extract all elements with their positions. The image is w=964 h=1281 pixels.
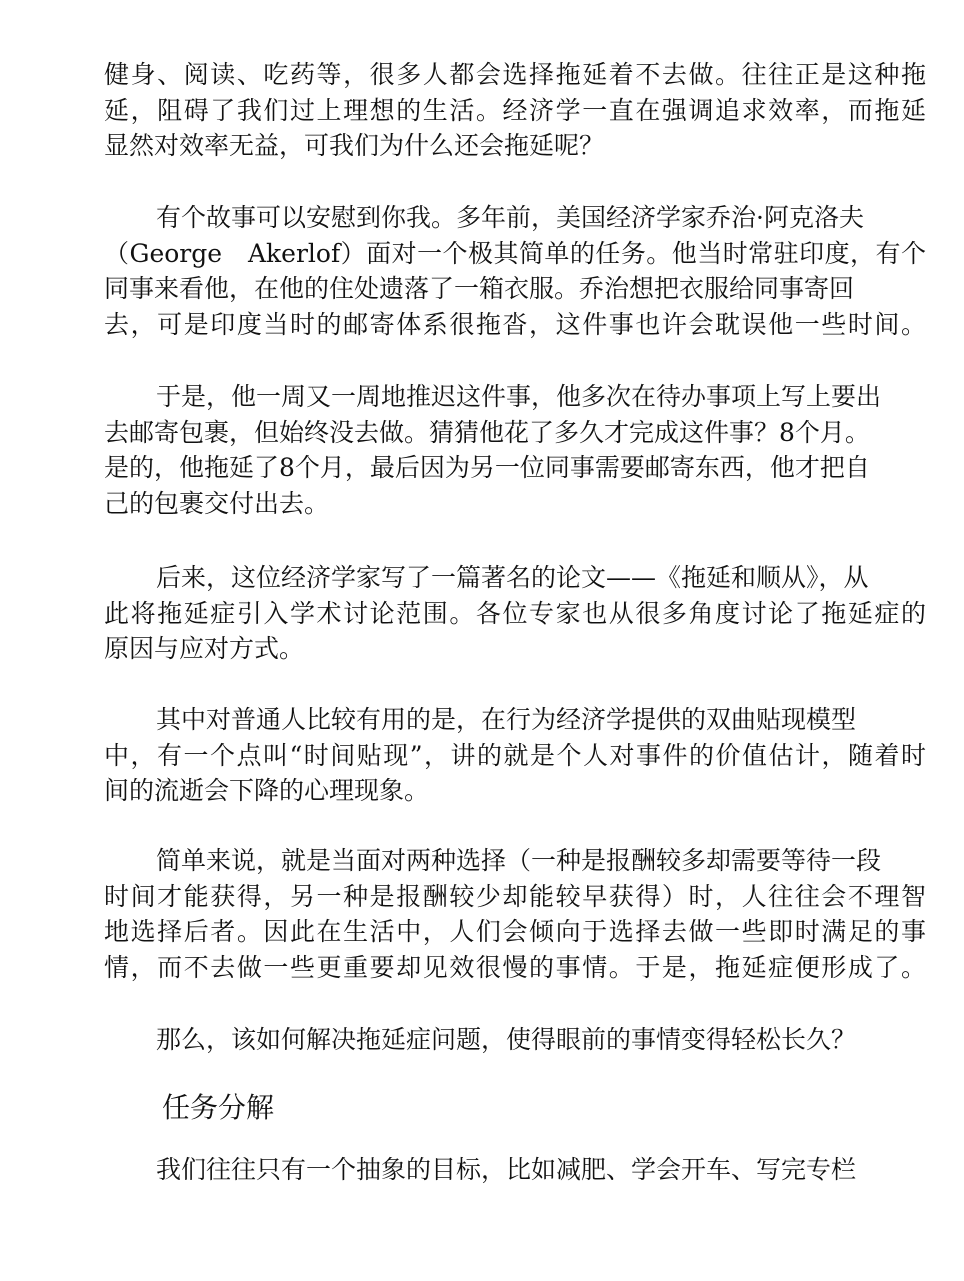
paragraph-2 xyxy=(104,200,926,342)
paragraph-line: 我们往往只有一个抽象的目标，比如减肥、学会开车、写完专栏 xyxy=(156,1155,857,1184)
paragraph-line: 此将拖延症引入学术讨论范围。各位专家也从很多角度讨论了拖延症的 xyxy=(104,598,926,628)
paragraph-4 xyxy=(104,560,926,667)
paragraph-line: 间的流逝会下降的心理现象。 xyxy=(104,776,430,805)
paragraph-line: （George Akerlof）面对一个极其简单的任务。他当时常驻印度，有个 xyxy=(104,238,926,268)
paragraph-line: 地选择后者。因此在生活中，人们会倾向于选择去做一些即时满足的事 xyxy=(104,917,926,946)
paragraph-line: 显然对效率无益，可我们为什么还会拖延呢？ xyxy=(104,131,605,160)
paragraph-line: 于是，他一周又一周地推迟这件事，他多次在待办事项上写上要出 xyxy=(156,382,882,411)
paragraph-7 xyxy=(104,1022,926,1058)
paragraph-line: 有个故事可以安慰到你我。多年前，美国经济学家乔治·阿克洛夫 xyxy=(156,203,864,232)
paragraph-line: 情，而不去做一些更重要却见效很慢的事情。于是，拖延症便形成了。 xyxy=(104,952,926,982)
paragraph-line: 是的，他拖延了8个月，最后因为另一位同事需要邮寄东西，他才把自 xyxy=(104,453,870,482)
section-heading: 任务分解 xyxy=(162,1091,275,1124)
paragraph-line: 原因与应对方式。 xyxy=(104,634,305,663)
paragraph-line: 那么，该如何解决拖延症问题，使得眼前的事情变得轻松长久？ xyxy=(156,1025,857,1054)
paragraph-line: 简单来说，就是当面对两种选择（一种是报酬较多却需要等待一段 xyxy=(156,846,882,875)
paragraph-line: 时间才能获得，另一种是报酬较少却能较早获得）时，人往往会不理智 xyxy=(104,881,926,911)
paragraph-line: 其中对普通人比较有用的是，在行为经济学提供的双曲贴现模型 xyxy=(156,705,857,734)
paragraph-1 xyxy=(104,57,926,164)
paragraph-8 xyxy=(104,1152,926,1188)
paragraph-line: 己的包裹交付出去。 xyxy=(104,488,330,518)
paragraph-line: 去，可是印度当时的邮寄体系很拖沓，这件事也许会耽误他一些时间。 xyxy=(104,309,926,339)
paragraph-line: 延，阻碍了我们过上理想的生活。经济学一直在强调追求效率，而拖延 xyxy=(104,95,926,125)
paragraph-line: 同事来看他，在他的住处遗落了一箱衣服。乔治想把衣服给同事寄回 xyxy=(104,274,855,303)
paragraph-3 xyxy=(104,379,926,521)
paragraph-line: 中，有一个点叫“时间贴现”，讲的就是个人对事件的价值估计，随着时 xyxy=(104,740,926,770)
paragraph-6 xyxy=(104,843,926,985)
paragraph-line: 后来，这位经济学家写了一篇著名的论文——《拖延和顺从》，从 xyxy=(156,563,869,592)
paragraph-line: 去邮寄包裹，但始终没去做。猜猜他花了多久才完成这件事？8个月。 xyxy=(104,417,870,447)
paragraph-5 xyxy=(104,702,926,809)
paragraph-line: 健身、阅读、吃药等，很多人都会选择拖延着不去做。往往正是这种拖 xyxy=(104,60,926,89)
